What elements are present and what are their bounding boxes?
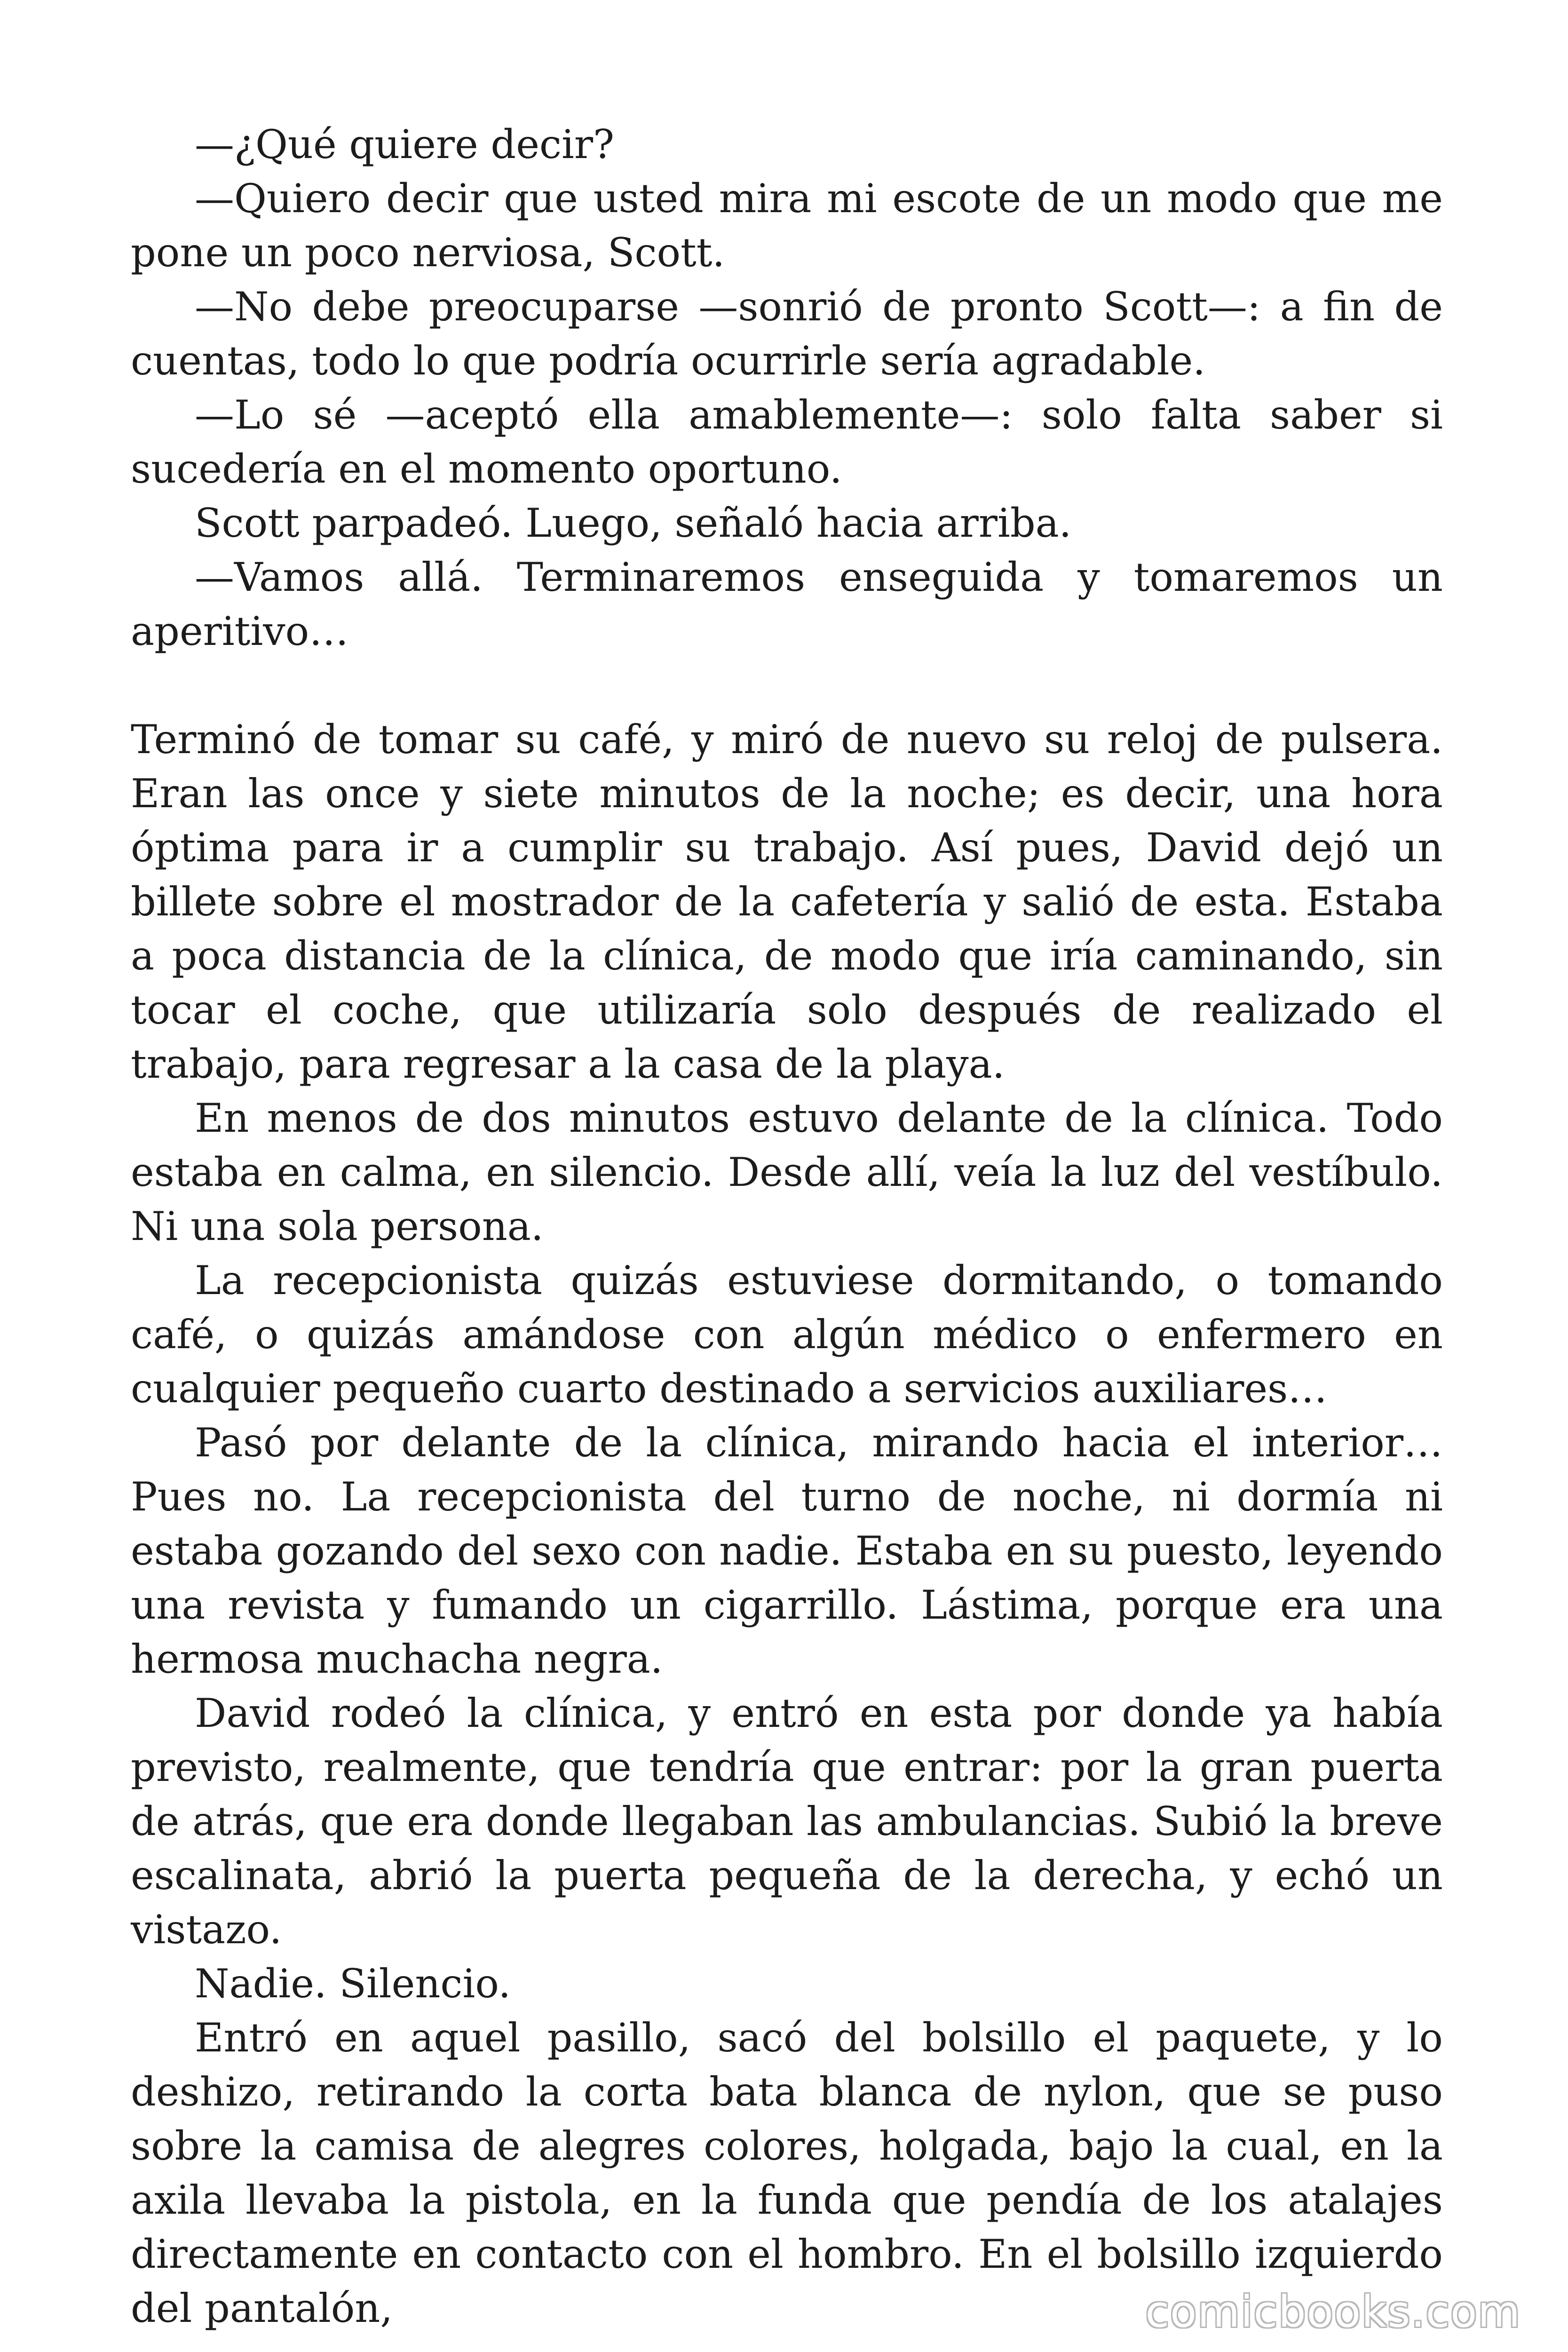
- paragraph-dialogue: —¿Qué quiere decir?: [195, 121, 615, 167]
- paragraph-dialogue: —Vamos allá. Terminaremos enseguida y tomaremos un aperitivo…: [131, 554, 1443, 654]
- paragraph-dialogue: —No debe preocuparse —sonrió de pronto Scott—: a fin de cuentas, todo lo que podría ocurrirle sería agradable.: [131, 284, 1443, 384]
- paragraph: En menos de dos minutos estuvo delante de la clínica. Todo estaba en calma, en silencio. Desde allí, veía la luz del vestíbulo. Ni una sola persona.: [131, 1095, 1443, 1249]
- paragraph: Entró en aquel pasillo, sacó del bolsillo el paquete, y lo deshizo, retirando la corta bata blanca de nylon, que se puso sobre la camisa de alegres colores, holgada, bajo la cual, en la axila llevaba la pistola, en la funda que pendía de los atalajes directamente en contacto con el hombro. En el bolsillo izquierdo del pantalón,: [131, 2015, 1443, 2331]
- paragraph: Nadie. Silencio.: [195, 1961, 511, 2007]
- paragraph: La recepcionista quizás estuviese dormitando, o tomando café, o quizás amándose con algún médico o enfermero en cualquier pequeño cuarto destinado a servicios auxiliares…: [131, 1257, 1443, 1412]
- paragraph-dialogue: —Lo sé —aceptó ella amablemente—: solo falta saber si sucedería en el momento oportuno.: [131, 392, 1443, 492]
- paragraph: Pasó por delante de la clínica, mirando hacia el interior… Pues no. La recepcionista del turno de noche, ni dormía ni estaba gozando del sexo con nadie. Estaba en su puesto, leyendo una revista y fumando un cigarrillo. Lástima, porque era una hermosa muchacha negra.: [131, 1420, 1443, 1682]
- paragraph: David rodeó la clínica, y entró en esta por donde ya había previsto, realmente, que tendría que entrar: por la gran puerta de atrás, que era donde llegaban las ambulancias. Subió la breve escalinata, abrió la puerta pequeña de la derecha, y echó un vistazo.: [131, 1690, 1443, 1953]
- watermark: comicbooks.com: [1145, 2287, 1521, 2337]
- paragraph-dialogue: —Quiero decir que usted mira mi escote de un modo que me pone un poco nerviosa, Scott.: [131, 175, 1443, 276]
- book-page-text: [131, 118, 1443, 2336]
- paragraph-section-start: Terminó de tomar su café, y miró de nuevo su reloj de pulsera. Eran las once y siete minutos de la noche; es decir, una hora óptima para ir a cumplir su trabajo. Así pues, David dejó un billete sobre el mostrador de la cafetería y salió de esta. Estaba a poca distancia de la clínica, de modo que iría caminando, sin tocar el coche, que utilizaría solo después de realizado el trabajo, para regresar a la casa de la playa.: [131, 716, 1443, 1087]
- paragraph: Scott parpadeó. Luego, señaló hacia arriba.: [195, 500, 1072, 546]
